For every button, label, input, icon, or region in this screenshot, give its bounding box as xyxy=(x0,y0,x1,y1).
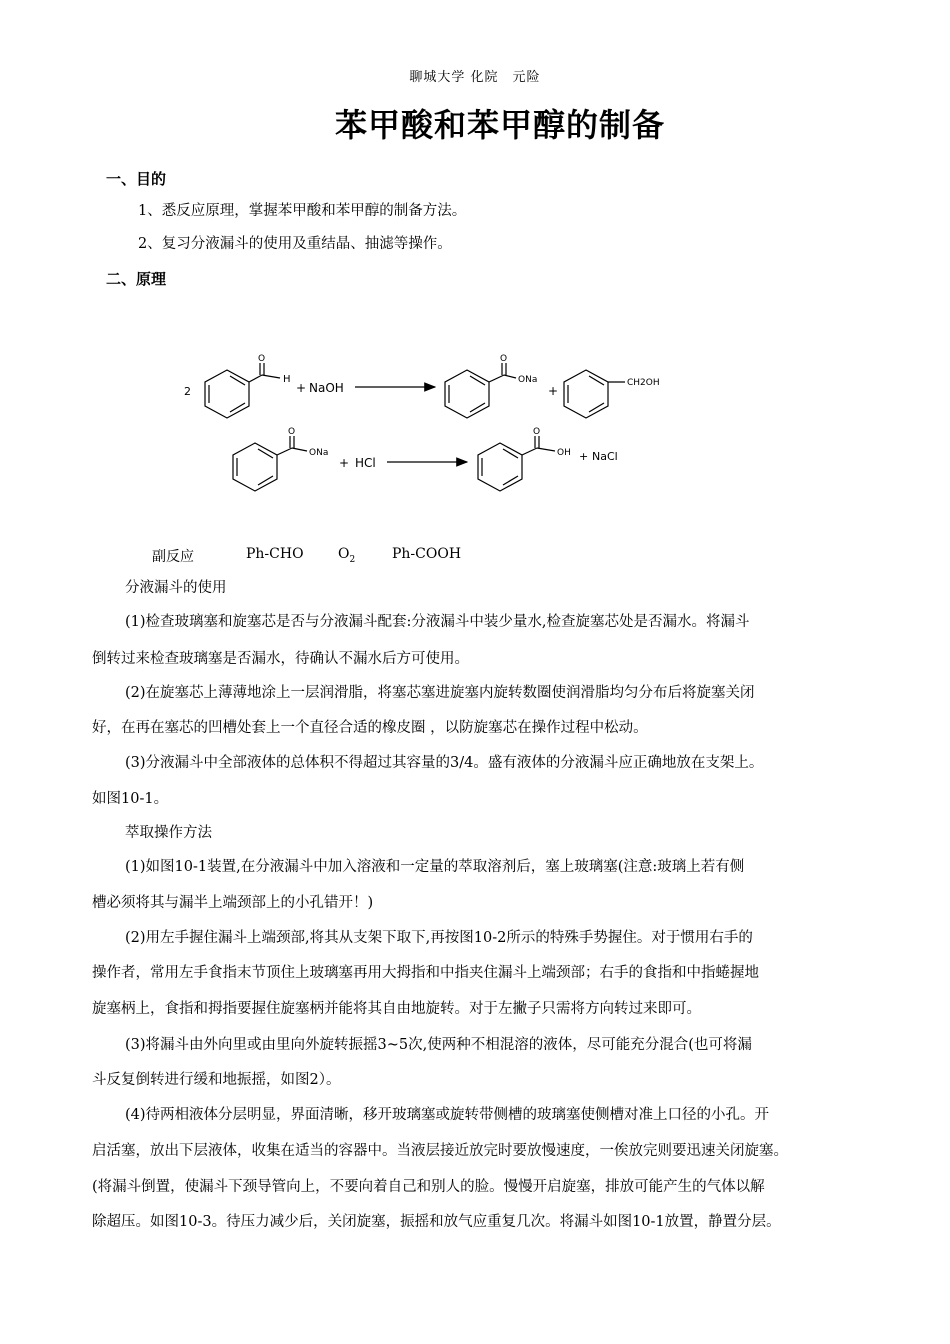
coefficient-label: 2 xyxy=(184,385,191,398)
extraction-p4-line2: 启活塞，放出下层液体，收集在适当的容器中。当液层接近放完时要放慢速度，一俟放完则要迅速关闭旋塞。 xyxy=(92,1143,788,1159)
section-principle-heading: 二、原理 xyxy=(106,270,167,288)
page-title: 苯甲酸和苯甲醇的制备 xyxy=(334,106,665,144)
benzoic-oxygen: O xyxy=(533,427,541,437)
extraction-p4-line4: 除超压。如图10-3。待压力减少后，关闭旋塞，振摇和放气应重复几次。将漏斗如图10-1放置，静置分层。 xyxy=(92,1214,781,1230)
aldehyde-h-label: H xyxy=(283,374,291,385)
benzoic-acid-structure xyxy=(478,436,555,491)
extraction-p1-line2: 槽必须将其与漏半上端颈部上的小孔错开！) xyxy=(92,895,374,911)
benzoate-oxygen: O xyxy=(500,354,508,364)
purpose-item-1: 1、悉反应原理，掌握苯甲酸和苯甲醇的制备方法。 xyxy=(138,203,467,219)
aldehyde-oxygen: O xyxy=(258,354,266,364)
nacl-label: NaCl xyxy=(592,450,618,463)
plus-sign: + xyxy=(548,384,559,398)
sodium-benzoate-structure xyxy=(445,363,516,418)
naoh-label: NaOH xyxy=(309,381,344,395)
extraction-p1-line1: (1)如图10-1装置,在分液漏斗中加入溶液和一定量的萃取溶剂后，塞上玻璃塞(注意:玻璃上若有侧 xyxy=(125,859,745,875)
extraction-p4-line1: (4)待两相液体分层明显，界面清晰，移开玻璃塞或旋转带侧槽的玻璃塞使侧槽对准上口径的小孔。开 xyxy=(125,1107,770,1123)
section-purpose-heading: 一、目的 xyxy=(106,170,167,188)
funnel-p3-line2: 如图10-1。 xyxy=(92,791,169,807)
benzaldehyde-structure xyxy=(205,363,280,418)
oxidant-subscript: 2 xyxy=(349,554,356,565)
extraction-p2-line2: 操作者，常用左手食指末节顶住上玻璃塞再用大拇指和中指夹住漏斗上端颈部；右手的食指和中指蜷握地 xyxy=(92,965,759,981)
side-reaction-label: 副反应 xyxy=(152,549,194,565)
sodium-benzoate-structure-2 xyxy=(233,436,307,491)
funnel-p1-line2: 倒转过来检查玻璃塞是否漏水，待确认不漏水后方可使用。 xyxy=(92,651,469,667)
ch2oh-label: CH2OH xyxy=(627,378,660,388)
benzoate-oxygen-2: O xyxy=(288,427,296,437)
page-header: 聊城大学 化院 元险 xyxy=(409,70,541,85)
oh-label: OH xyxy=(557,448,571,458)
funnel-p3-line1: (3)分液漏斗中全部液体的总体积不得超过其容量的3/4。盛有液体的分液漏斗应正确地放在支架上。 xyxy=(125,755,764,771)
extraction-p4-line3: (将漏斗倒置，使漏斗下颈导管向上，不要向着自己和别人的脸。慢慢开启旋塞，排放可能产生的气体以解 xyxy=(92,1179,765,1195)
funnel-p2-line2: 好，在再在塞芯的凹槽处套上一个直径合适的橡皮圈 ，以防旋塞芯在操作过程中松动。 xyxy=(92,720,648,736)
purpose-item-2: 2、复习分液漏斗的使用及重结晶、抽滤等操作。 xyxy=(138,236,452,252)
ona-label-2: ONa xyxy=(309,448,329,458)
extraction-heading: 萃取操作方法 xyxy=(125,825,212,841)
plus-sign: + xyxy=(579,450,589,463)
plus-sign: + xyxy=(296,381,307,395)
funnel-p2-line1: (2)在旋塞芯上薄薄地涂上一层润滑脂，将塞芯塞进旋塞内旋转数圈使润滑脂均匀分布后将旋塞关闭 xyxy=(125,685,755,701)
side-reaction-oxidant: $O_2$ xyxy=(338,546,356,565)
extraction-p3-line2: 斗反复倒转进行缓和地振摇，如图2）。 xyxy=(92,1072,341,1088)
side-reaction-product: Ph-COOH xyxy=(392,546,462,562)
reaction-scheme xyxy=(0,330,950,510)
extraction-p2-line1: (2)用左手握住漏斗上端颈部,将其从支架下取下,再按图10-2所示的特殊手势握住。对于惯用右手的 xyxy=(125,930,753,946)
funnel-heading: 分液漏斗的使用 xyxy=(125,580,227,596)
ona-label: ONa xyxy=(518,375,538,385)
extraction-p2-line3: 旋塞柄上，食指和拇指要握住旋塞柄并能将其自由地旋转。对于左撇子只需将方向转过来即可。 xyxy=(92,1001,701,1017)
hcl-label: HCl xyxy=(355,456,376,470)
side-reaction-reactant: Ph-CHO xyxy=(246,546,304,562)
extraction-p3-line1: (3)将漏斗由外向里或由里向外旋转振摇3~5次,使两种不相混溶的液体，尽可能充分混合(也可将漏 xyxy=(125,1037,752,1053)
benzyl-alcohol-structure xyxy=(564,370,625,418)
plus-sign: + xyxy=(339,456,350,470)
funnel-p1-line1: (1)检查玻璃塞和旋塞芯是否与分液漏斗配套:分液漏斗中装少量水,检查旋塞芯处是否漏水。将漏斗 xyxy=(125,614,750,630)
